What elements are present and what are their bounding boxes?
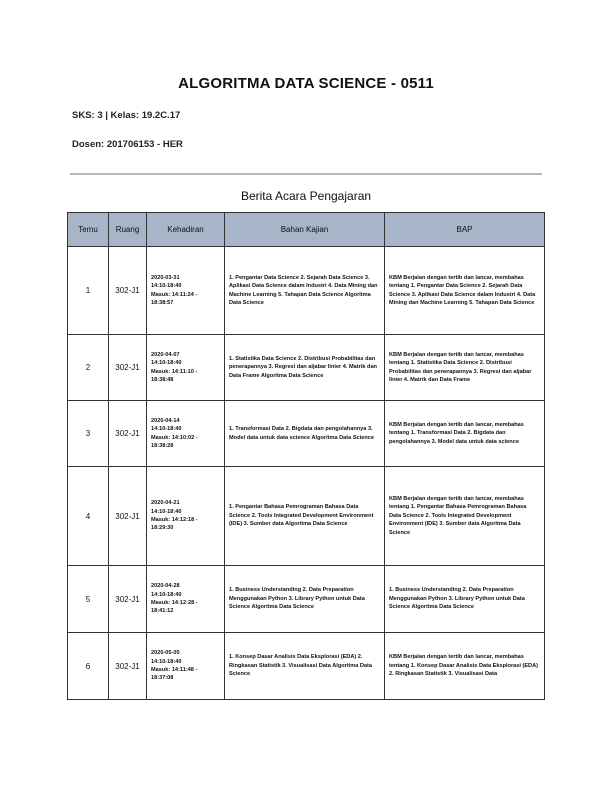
bahan-kajian-cell: 1. Pengantar Bahasa Pemrograman Bahasa Data Science 2. Tools Integrated Development Environment (IDE) 3. Sumber data Algoritma Data Science <box>225 467 385 566</box>
bap-cell: KBM Berjalan dengan tertib dan lancar, membahas tentang 1. Statistika Data Science 2. Distribusi Probabilitas dan penerapannya 3. Regresi dan aljabar linier 4. Matrik dan Data Frame <box>385 335 545 401</box>
header-temu: Temu <box>68 213 109 247</box>
ruang-cell: 302-J1 <box>109 401 147 467</box>
bap-cell: KBM Berjalan dengan tertib dan lancar, membahas tentang 1. Transformasi Data 2. Bigdata dan pengolahannya 3. Model data untuk data science <box>385 401 545 467</box>
table-row <box>68 633 545 700</box>
bahan-kajian-cell: 1. Pengantar Data Science 2. Sejarah Data Science 3. Aplikasi Data Science dalam Industri 4. Data Mining dan Machine Learning 5. Tahapan Data Science Algoritma Data Science <box>225 247 385 335</box>
header-kehadiran: Kehadiran <box>147 213 225 247</box>
bap-cell: 1. Business Understanding 2. Data Preparation Menggunakan Python 3. Library Python untuk Data Science Algoritma Data Science <box>385 566 545 633</box>
bap-cell: KBM Berjalan dengan tertib dan lancar, membahas tentang 1. Konsep Dasar Analisis Data Eksplorasi (EDA) 2. Ringkasan Statistik 3. Visualisasi Data <box>385 633 545 700</box>
temu-cell: 5 <box>68 566 109 633</box>
attendance-schedule: 14:10-18:40 <box>151 360 182 367</box>
temu-cell: 4 <box>68 467 109 566</box>
ruang-cell: 302-J1 <box>109 633 147 700</box>
attendance-check-out: 18:41:12 <box>151 608 174 615</box>
kehadiran-cell <box>147 401 225 467</box>
attendance-schedule: 14:10-18:40 <box>151 283 182 290</box>
ruang-cell: 302-J1 <box>109 335 147 401</box>
table-row <box>68 335 545 401</box>
table-row <box>68 566 545 633</box>
kehadiran-cell <box>147 467 225 566</box>
bahan-kajian-cell: 1. Statistika Data Science 2. Distribusi Probabilitas dan penerapannya 3. Regresi dan aljabar linier 4. Matrik dan Data Frame Algoritma Data Science <box>225 335 385 401</box>
attendance-check-out: 18:37:08 <box>151 675 174 682</box>
table-row <box>68 467 545 566</box>
sks-class-info: SKS: 3 | Kelas: 19.2C.17 <box>72 110 181 121</box>
ruang-cell: 302-J1 <box>109 247 147 335</box>
table-row <box>68 247 545 335</box>
bap-cell: KBM Berjalan dengan tertib dan lancar, membahas tentang 1. Pengantar Bahasa Pemrograman Bahasa Data Science 2. Tools Integrated Development Environment (IDE) 3. Sumber data Algoritma Data Science <box>385 467 545 566</box>
header-ruang: Ruang <box>109 213 147 247</box>
attendance-schedule: 14:10-18:40 <box>151 591 182 598</box>
attendance-date: 2020-05-05 <box>151 650 180 657</box>
attendance-date: 2020-04-21 <box>151 500 180 507</box>
teaching-record-table <box>67 212 545 700</box>
attendance-check-in: Masuk: 14:11:10 - <box>151 368 198 375</box>
ruang-cell: 302-J1 <box>109 467 147 566</box>
attendance-date: 2020-04-14 <box>151 417 180 424</box>
temu-cell: 2 <box>68 335 109 401</box>
attendance-date: 2020-04-28 <box>151 583 180 590</box>
header-bap: BAP <box>385 213 545 247</box>
table-header-row <box>68 213 545 247</box>
attendance-check-in: Masuk: 14:11:48 - <box>151 667 198 673</box>
table-row <box>68 401 545 467</box>
kehadiran-cell <box>147 247 225 335</box>
temu-cell: 6 <box>68 633 109 700</box>
temu-cell: 1 <box>68 247 109 335</box>
bahan-kajian-cell: 1. Transformasi Data 2. Bigdata dan pengolahannya 3. Model data untuk data science Algoritma Data Science <box>225 401 385 467</box>
attendance-check-in: Masuk: 14:12:28 - <box>151 600 198 606</box>
ruang-cell: 302-J1 <box>109 566 147 633</box>
attendance-check-out: 18:38:48 <box>151 376 174 383</box>
attendance-schedule: 14:10-18:40 <box>151 508 182 515</box>
attendance-check-in: Masuk: 14:11:24 - <box>151 291 198 298</box>
bahan-kajian-cell: 1. Business Understanding 2. Data Preparation Menggunakan Python 3. Library Python untuk Data Science Algoritma Data Science <box>225 566 385 633</box>
attendance-schedule: 14:10-18:40 <box>151 426 182 433</box>
attendance-date: 2020-04-07 <box>151 351 180 358</box>
section-title: Berita Acara Pengajaran <box>240 189 372 203</box>
kehadiran-cell <box>147 335 225 401</box>
attendance-schedule: 14:10-18:40 <box>151 658 182 665</box>
attendance-date: 2020-03-31 <box>151 274 180 281</box>
bap-cell: KBM Berjalan dengan tertib dan lancar, membahas tentang 1. Pengantar Data Science 2. Sejarah Data Science 3. Aplikasi Data Science dalam Industri 4. Data Mining dan Machine Learning 5. Tahapan Data Science <box>385 247 545 335</box>
kehadiran-cell <box>147 633 225 700</box>
lecturer-info: Dosen: 201706153 - HER <box>72 139 183 150</box>
course-title: ALGORITMA DATA SCIENCE - 0511 <box>178 75 434 92</box>
kehadiran-cell <box>147 566 225 633</box>
attendance-check-in: Masuk: 14:12:18 - <box>151 517 198 523</box>
attendance-check-out: 18:38:57 <box>151 299 174 306</box>
header-bahan-kajian: Bahan Kajian <box>225 213 385 247</box>
attendance-check-in: Masuk: 14:10:02 - <box>151 434 198 441</box>
attendance-check-out: 18:29:30 <box>151 525 174 532</box>
temu-cell: 3 <box>68 401 109 467</box>
attendance-check-out: 18:38:28 <box>151 442 174 449</box>
bahan-kajian-cell: 1. Konsep Dasar Analisis Data Eksplorasi (EDA) 2. Ringkasan Statistik 3. Visualisasi Data Algoritma Data Science <box>225 633 385 700</box>
divider <box>70 173 542 175</box>
